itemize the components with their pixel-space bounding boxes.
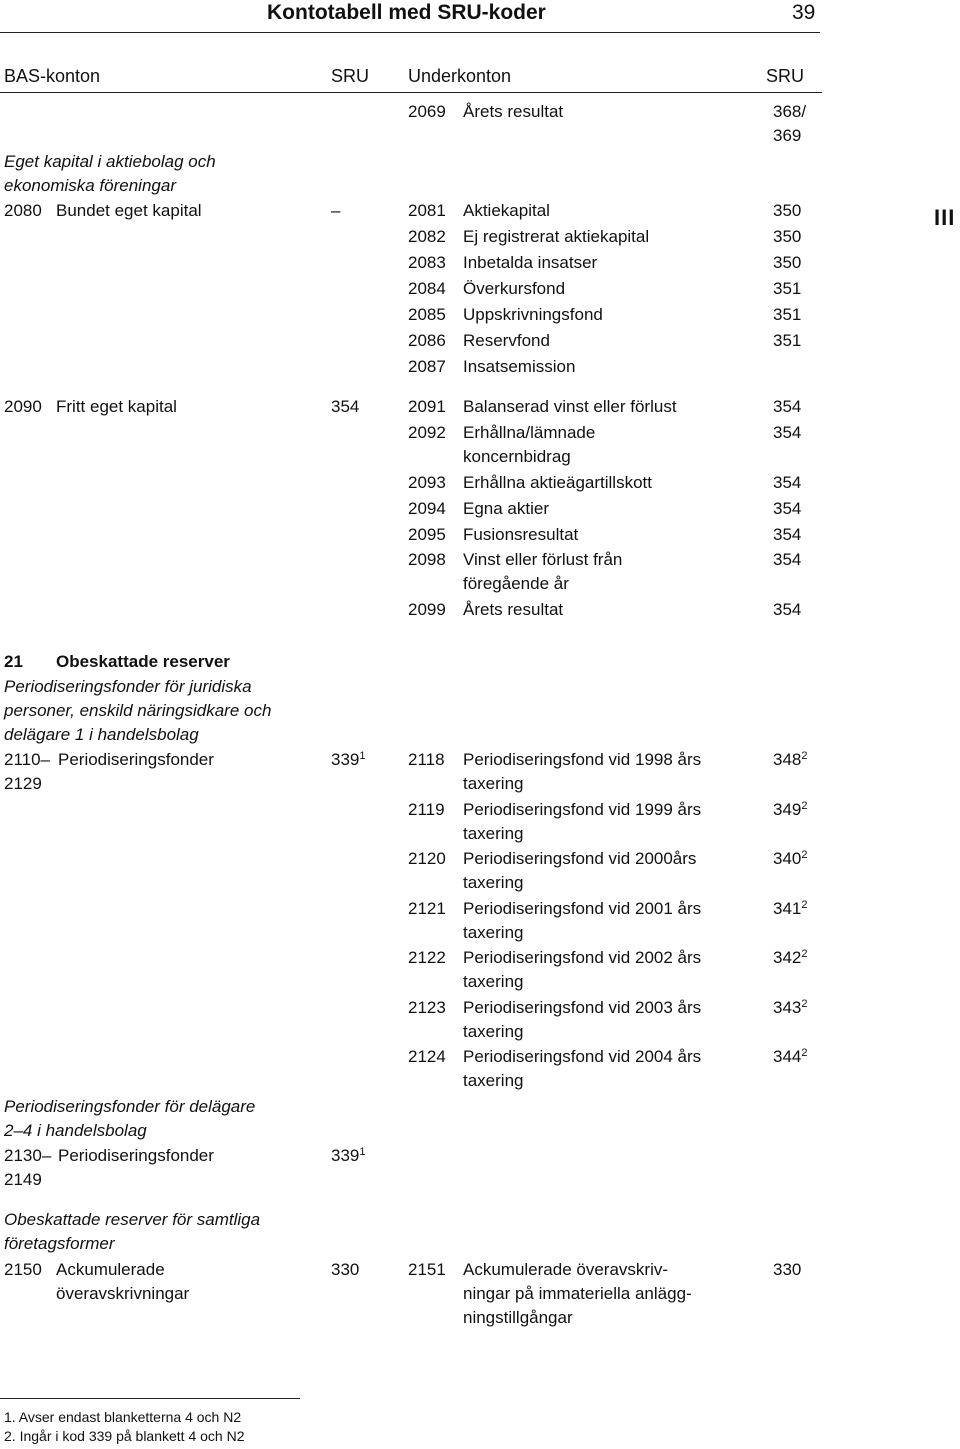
- subaccount-name: Periodiseringsfond vid 2003 års: [463, 998, 702, 1017]
- subaccount-code: 2091: [408, 397, 446, 416]
- sru-code: 330: [331, 1260, 360, 1279]
- sru-code: 354: [773, 423, 802, 442]
- footnote-ref: 2: [801, 1047, 808, 1059]
- page-number: 39: [792, 1, 816, 24]
- sru-code: 354: [773, 550, 802, 569]
- sru-code: 351: [773, 331, 802, 350]
- subaccount-code: 2119: [408, 800, 445, 819]
- subaccount-name-cont: taxering: [463, 972, 524, 991]
- account-name: Periodiseringsfonder: [58, 1146, 214, 1165]
- subaccount-name: Periodiseringsfond vid 1998 års: [463, 750, 702, 769]
- sru-code: $343^2$: [773, 998, 808, 1017]
- account-name: Årets resultat: [463, 102, 564, 121]
- subaccount-name-cont: taxering: [463, 824, 524, 843]
- sru-code: $339^1$: [331, 750, 366, 769]
- subaccount-name: Ackumulerade överavskriv-: [463, 1260, 669, 1279]
- account-name: Fritt eget kapital: [56, 397, 177, 416]
- account-code-end: 2149: [4, 1170, 42, 1189]
- section-marker: III: [934, 205, 956, 230]
- column-header-sru: SRU: [331, 66, 370, 86]
- sru-code: 354: [773, 525, 802, 544]
- sru-code: $348^2$: [773, 750, 808, 769]
- sru-code: $342^2$: [773, 948, 808, 967]
- subaccount-code: 2082: [408, 227, 446, 246]
- sru-code: 354: [773, 473, 802, 492]
- subaccount-code: 2086: [408, 331, 446, 350]
- sru-code: $344^2$: [773, 1047, 808, 1066]
- column-header-rule: [0, 92, 822, 93]
- account-code-end: 2129: [4, 774, 42, 793]
- section-subheading: delägare 1 i handelsbolag: [4, 725, 199, 744]
- subaccount-code: 2124: [408, 1047, 446, 1066]
- subaccount-name: Erhållna/lämnade: [463, 423, 596, 442]
- subaccount-name: Erhållna aktieägartillskott: [463, 473, 652, 492]
- footnote-ref: 1: [359, 750, 366, 762]
- sru-code: $339^1$: [331, 1146, 366, 1165]
- footnote-ref: 2: [801, 899, 808, 911]
- subaccount-name: Årets resultat: [463, 600, 564, 619]
- subaccount-code: 2093: [408, 473, 446, 492]
- footnote-ref: 2: [801, 800, 808, 812]
- subaccount-code: 2095: [408, 525, 446, 544]
- subaccount-name-cont: ningar på immateriella anlägg-: [463, 1284, 692, 1303]
- sru-code: $349^2$: [773, 800, 808, 819]
- subaccount-name: Egna aktier: [463, 499, 549, 518]
- column-header-sru-2: SRU: [766, 66, 805, 86]
- subaccount-name: Periodiseringsfond vid 1999 års: [463, 800, 702, 819]
- account-name: Periodiseringsfonder: [58, 750, 214, 769]
- subaccount-code: 2122: [408, 948, 446, 967]
- subaccount-name: Aktiekapital: [463, 201, 550, 220]
- section-subheading: personer, enskild näringsidkare och: [4, 701, 272, 720]
- subaccount-code: 2087: [408, 357, 446, 376]
- subaccount-name: Ej registrerat aktiekapital: [463, 227, 650, 246]
- account-name: Ackumulerade: [56, 1260, 165, 1279]
- column-header-bas: BAS-konton: [4, 66, 101, 86]
- account-code: 2069: [408, 102, 446, 121]
- subaccount-name: Balanserad vinst eller förlust: [463, 397, 677, 416]
- sru-code: 369: [773, 126, 802, 145]
- subaccount-name-cont: föregående år: [463, 574, 569, 593]
- subaccount-code: 2092: [408, 423, 446, 442]
- subaccount-name-cont: koncernbidrag: [463, 447, 571, 466]
- footnote-ref: 2: [801, 998, 808, 1010]
- subaccount-name: Periodiseringsfond vid 2004 års: [463, 1047, 702, 1066]
- sru-code: 354: [773, 499, 802, 518]
- subaccount-name: Överkursfond: [463, 279, 566, 298]
- subaccount-name-cont: taxering: [463, 873, 524, 892]
- subaccount-name-cont: taxering: [463, 1071, 524, 1090]
- subaccount-code: 2118: [408, 750, 445, 769]
- sru-code: –: [331, 201, 341, 220]
- footnote-rule: [0, 1398, 300, 1399]
- subaccount-name-cont: taxering: [463, 923, 524, 942]
- subaccount-name: Inbetalda insatser: [463, 253, 598, 272]
- section-subheading: Eget kapital i aktiebolag och: [4, 152, 216, 171]
- subaccount-code: 2151: [408, 1260, 446, 1279]
- account-name: Bundet eget kapital: [56, 201, 202, 220]
- subaccount-code: 2081: [408, 201, 446, 220]
- sru-code: 351: [773, 279, 802, 298]
- header-rule: [0, 32, 820, 33]
- subaccount-name: Periodiseringsfond vid 2002 års: [463, 948, 702, 967]
- footnote-ref: 2: [801, 948, 808, 960]
- subaccount-name: Periodiseringsfond vid 2001 års: [463, 899, 702, 918]
- subaccount-code: 2083: [408, 253, 446, 272]
- section-code: 21: [4, 652, 23, 671]
- account-code: 2130–: [4, 1146, 52, 1165]
- column-header-underkonton: Underkonton: [408, 66, 512, 86]
- subaccount-code: 2084: [408, 279, 446, 298]
- section-subheading: företagsformer: [4, 1234, 115, 1253]
- subaccount-name: Fusionsresultat: [463, 525, 579, 544]
- subaccount-name: Reservfond: [463, 331, 550, 350]
- footnote-ref: 1: [359, 1146, 366, 1158]
- account-name-cont: överavskrivningar: [56, 1284, 190, 1303]
- footnote-ref: 2: [801, 750, 808, 762]
- subaccount-code: 2123: [408, 998, 446, 1017]
- account-code: 2150: [4, 1260, 42, 1279]
- sru-code: $341^2$: [773, 899, 808, 918]
- page-title: Kontotabell med SRU-koder: [267, 1, 546, 24]
- sru-code: 351: [773, 305, 802, 324]
- sru-code: 354: [773, 397, 802, 416]
- subaccount-name-cont: ningstillgångar: [463, 1308, 573, 1327]
- account-code: 2080: [4, 201, 42, 220]
- section-subheading: Periodiseringsfonder för juridiska: [4, 677, 252, 696]
- sru-code: $340^2$: [773, 849, 808, 868]
- subaccount-code: 2085: [408, 305, 446, 324]
- sru-code: 330: [773, 1260, 802, 1279]
- account-code: 2090: [4, 397, 42, 416]
- subaccount-name: Uppskrivningsfond: [463, 305, 603, 324]
- sru-code: 350: [773, 201, 802, 220]
- subaccount-name-cont: taxering: [463, 1022, 524, 1041]
- subaccount-name: Insatsemission: [463, 357, 576, 376]
- sru-code: 350: [773, 227, 802, 246]
- account-code: 2110–: [4, 750, 51, 769]
- footnote-ref: 2: [801, 849, 808, 861]
- sru-code: 350: [773, 253, 802, 272]
- section-subheading: ekonomiska föreningar: [4, 176, 176, 195]
- sru-code: 368/: [773, 102, 807, 121]
- sru-code: 354: [331, 397, 360, 416]
- subaccount-code: 2120: [408, 849, 446, 868]
- subaccount-name: Periodiseringsfond vid 2000års: [463, 849, 697, 868]
- subaccount-code: 2098: [408, 550, 446, 569]
- footnote: 1. Avser endast blanketterna 4 och N2: [4, 1409, 242, 1425]
- subaccount-name-cont: taxering: [463, 774, 524, 793]
- section-subheading: 2–4 i handelsbolag: [4, 1121, 147, 1140]
- section-heading: Obeskattade reserver: [56, 652, 230, 671]
- footnote: 2. Ingår i kod 339 på blankett 4 och N2: [4, 1428, 245, 1444]
- sru-code: 354: [773, 600, 802, 619]
- section-subheading: Obeskattade reserver för samtliga: [4, 1210, 261, 1229]
- section-subheading: Periodiseringsfonder för delägare: [4, 1097, 256, 1116]
- subaccount-code: 2094: [408, 499, 446, 518]
- subaccount-code: 2099: [408, 600, 446, 619]
- subaccount-code: 2121: [408, 899, 446, 918]
- subaccount-name: Vinst eller förlust från: [463, 550, 623, 569]
